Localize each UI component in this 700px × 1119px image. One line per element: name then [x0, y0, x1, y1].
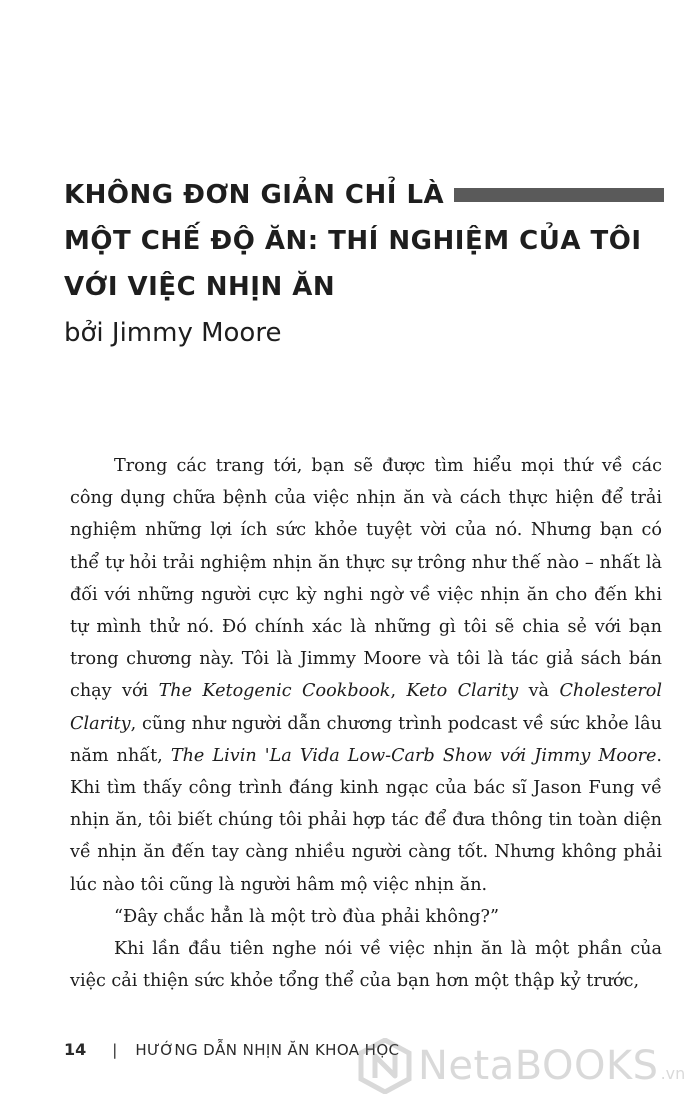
podcast-show-title: The Livin 'La Vida Low-Carb Show với Jimmy Moore — [170, 745, 657, 766]
running-book-title: HƯỚNG DẪN NHỊN ĂN KHOA HỌC — [135, 1040, 400, 1059]
author-byline: bởi Jimmy Moore — [64, 318, 282, 348]
p1-text-c: . Khi tìm thấy công trình đáng kinh ngạc của bác sĩ Jason Fung về nhịn ăn, tôi biết chúng tôi phải hợp tác để đưa thông tin toàn diện về nhịn ăn đến tay càng nhiều người càng tốt. Nhưng không phải lúc nào tôi cũng là người hâm mộ việc nhịn ăn. — [70, 745, 662, 895]
netabooks-logo-icon — [358, 1038, 412, 1094]
body-text — [70, 450, 662, 997]
chapter-title-row-1 — [64, 172, 664, 218]
chapter-heading — [64, 172, 664, 356]
watermark-brand: NetaBOOKS — [418, 1043, 659, 1089]
p1-sep-2: và — [518, 681, 560, 702]
chapter-title-line-3: VỚI VIỆC NHỊN ĂN — [64, 272, 336, 302]
page-footer — [64, 1040, 399, 1059]
footer-separator: | — [112, 1040, 118, 1059]
quote-line: “Đây chắc hẳn là một trò đùa phải không?” — [114, 906, 499, 927]
paragraph-2: Khi lần đầu tiên nghe nói về việc nhịn ăn là một phần của việc cải thiện sức khỏe tổng thể của bạn hơn một thập kỷ trước, — [70, 939, 662, 992]
p1-sep-1: , — [390, 681, 407, 702]
p1-text-b: , cũng như người dẫn chương trình podcast về sức khỏe lâu năm nhất, — [70, 713, 662, 766]
page-number: 14 — [64, 1040, 87, 1059]
paragraph-1 — [70, 450, 662, 901]
p1-text-a: Trong các trang tới, bạn sẽ được tìm hiểu mọi thứ về các công dụng chữa bệnh của việc nhịn ăn và cách thực hiện để trải nghiệm những lợi ích sức khỏe tuyệt vời của nó. Nhưng bạn có thể tự hỏi trải nghiệm nhịn ăn thực sự trông như thế nào – nhất là đối với những người cực kỳ nghi ngờ về việc nhịn ăn cho đến khi tự mình thử nó. Đó chính xác là những gì tôi sẽ chia sẻ với bạn trong chương này. Tôi là Jimmy Moore và tôi là tác giả sách bán chạy với — [70, 456, 662, 702]
chapter-title-line-2: MỘT CHẾ ĐỘ ĂN: THÍ NGHIỆM CỦA TÔI — [64, 226, 642, 256]
watermark-tld: .vn — [660, 1063, 686, 1083]
book-title-cholesterol-clarity: Cholesterol Clarity — [70, 681, 663, 734]
title-decorative-rule — [454, 188, 664, 202]
netabooks-watermark — [358, 1038, 685, 1094]
book-title-ketogenic-cookbook: The Ketogenic Cookbook — [158, 681, 391, 702]
chapter-title-line-1: KHÔNG ĐƠN GIẢN CHỈ LÀ — [64, 180, 445, 210]
book-title-keto-clarity: Keto Clarity — [406, 681, 519, 702]
